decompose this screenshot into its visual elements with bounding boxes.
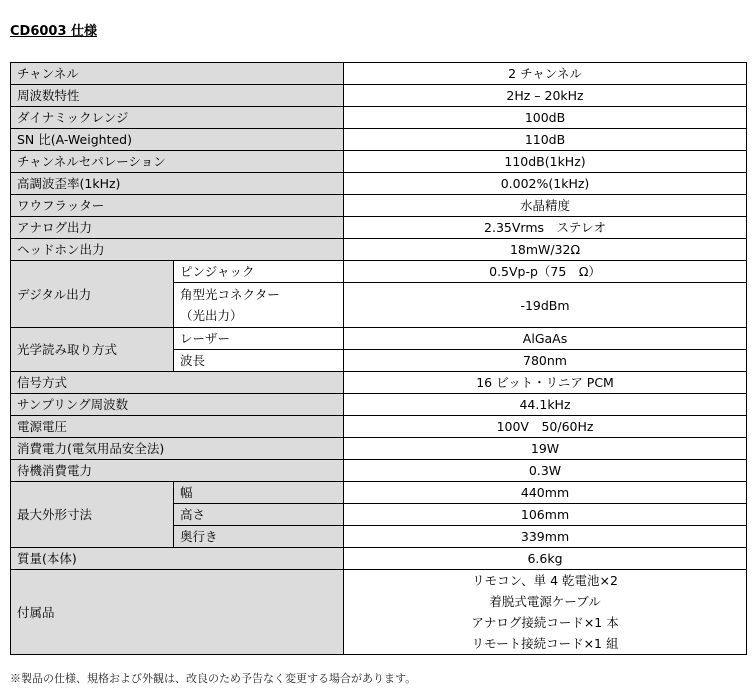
spec-label: 質量(本体) — [11, 548, 344, 570]
spec-label: 最大外形寸法 — [11, 482, 174, 548]
spec-value: 106mm — [344, 504, 747, 526]
table-row — [11, 438, 747, 460]
spec-label: ワウフラッター — [11, 195, 344, 217]
table-row — [11, 548, 747, 570]
spec-label: 信号方式 — [11, 372, 344, 394]
table-row — [11, 151, 747, 173]
table-row — [11, 239, 747, 261]
table-row — [11, 394, 747, 416]
spec-value: 水晶精度 — [344, 195, 747, 217]
spec-label: サンプリング周波数 — [11, 394, 344, 416]
spec-value: 0.002%(1kHz) — [344, 173, 747, 195]
spec-sublabel: 奥行き — [174, 526, 344, 548]
spec-label: 待機消費電力 — [11, 460, 344, 482]
page-title: CD6003 仕様 — [10, 24, 98, 39]
spec-sublabel-line: （光出力） — [180, 308, 243, 323]
table-row — [11, 195, 747, 217]
accessory-item: リモート接続コード×1 組 — [471, 636, 619, 651]
spec-label: 光学読み取り方式 — [11, 328, 174, 372]
spec-label: 付属品 — [11, 570, 344, 655]
spec-value: 110dB — [344, 129, 747, 151]
spec-value: -19dBm — [344, 283, 747, 328]
spec-value: 440mm — [344, 482, 747, 504]
table-row — [11, 85, 747, 107]
spec-sublabel: 幅 — [174, 482, 344, 504]
spec-value: AlGaAs — [344, 328, 747, 350]
spec-value: 100V 50/60Hz — [344, 416, 747, 438]
table-row — [11, 63, 747, 85]
spec-value: 100dB — [344, 107, 747, 129]
spec-sublabel: ピンジャック — [174, 261, 344, 283]
table-row — [11, 482, 747, 504]
spec-value: 0.3W — [344, 460, 747, 482]
spec-value: 19W — [344, 438, 747, 460]
table-row — [11, 173, 747, 195]
spec-sublabel-line: 角型光コネクター — [180, 287, 280, 302]
spec-value: 339mm — [344, 526, 747, 548]
spec-value: 18mW/32Ω — [344, 239, 747, 261]
spec-label: 周波数特性 — [11, 85, 344, 107]
spec-label: チャンネル — [11, 63, 344, 85]
spec-label: 電源電圧 — [11, 416, 344, 438]
spec-sublabel — [174, 283, 344, 328]
spec-label: 消費電力(電気用品安全法) — [11, 438, 344, 460]
spec-label: 高調波歪率(1kHz) — [11, 173, 344, 195]
accessory-item: アナログ接続コード×1 本 — [471, 615, 619, 630]
spec-value: 0.5Vp-p（75 Ω） — [344, 261, 747, 283]
spec-value: 2Hz – 20kHz — [344, 85, 747, 107]
spec-value: 110dB(1kHz) — [344, 151, 747, 173]
table-row — [11, 570, 747, 655]
spec-value: 780nm — [344, 350, 747, 372]
table-row — [11, 328, 747, 350]
spec-label: ヘッドホン出力 — [11, 239, 344, 261]
accessory-item: 着脱式電源ケーブル — [489, 594, 601, 609]
spec-label: アナログ出力 — [11, 217, 344, 239]
spec-value — [344, 570, 747, 655]
spec-sublabel: 波長 — [174, 350, 344, 372]
table-row — [11, 416, 747, 438]
spec-sublabel: レーザー — [174, 328, 344, 350]
table-row — [11, 460, 747, 482]
spec-label: SN 比(A-Weighted) — [11, 129, 344, 151]
spec-label: デジタル出力 — [11, 261, 174, 328]
spec-sublabel: 高さ — [174, 504, 344, 526]
spec-value: 2 チャンネル — [344, 63, 747, 85]
spec-value: 6.6kg — [344, 548, 747, 570]
spec-table — [10, 62, 747, 655]
spec-value: 2.35Vrms ステレオ — [344, 217, 747, 239]
footnote: ※製品の仕様、規格および外観は、改良のため予告なく変更する場合があります。 — [10, 672, 417, 685]
spec-value: 16 ビット・リニア PCM — [344, 372, 747, 394]
accessory-item: リモコン、単 4 乾電池×2 — [472, 573, 618, 588]
table-row — [11, 107, 747, 129]
spec-value: 44.1kHz — [344, 394, 747, 416]
spec-label: チャンネルセパレーション — [11, 151, 344, 173]
table-row — [11, 372, 747, 394]
table-row — [11, 261, 747, 283]
table-row — [11, 129, 747, 151]
table-row — [11, 217, 747, 239]
spec-label: ダイナミックレンジ — [11, 107, 344, 129]
